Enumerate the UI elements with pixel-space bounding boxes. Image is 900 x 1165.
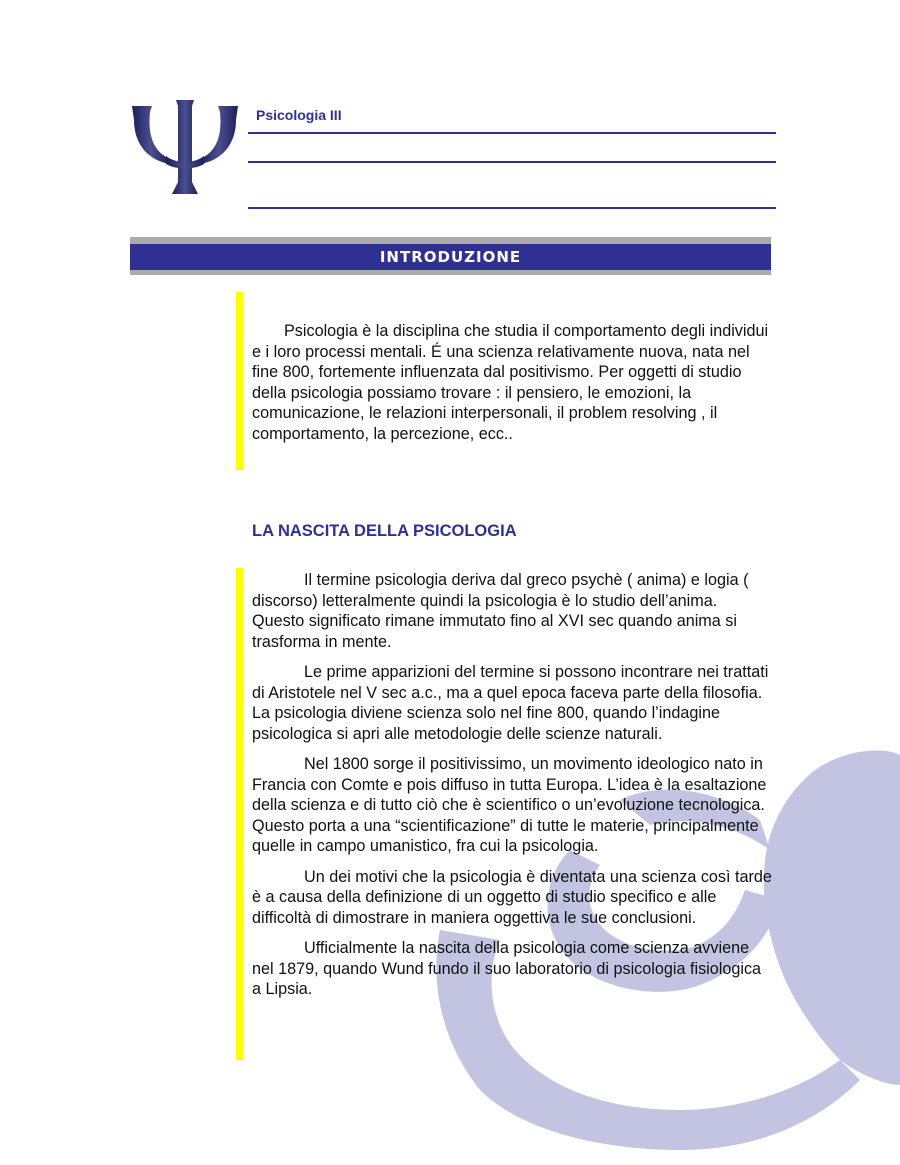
paragraph: Un dei motivi che la psicologia è diventata una scienza così tarde è a causa della definizione di un oggetto di studio specifico e alle difficoltà di dimostrare in maniera oggettiva le sue conclusioni.	[252, 867, 772, 927]
banner-bottom-border	[130, 270, 771, 275]
intro-text	[252, 321, 772, 444]
paragraph: Le prime apparizioni del termine si possono incontrare nei trattati di Aristotele nel V sec a.c., ma a quel epoca faceva parte della filosofia. La psicologia diviene scienza solo nel fine 800, quando l’indagine psicologica si apri alle metodologie delle scienze naturali.	[252, 663, 769, 743]
header-rule-1	[248, 132, 776, 134]
psi-logo-icon	[128, 98, 242, 200]
header-rule-2	[248, 161, 776, 163]
document-title: Psicologia III	[256, 107, 342, 123]
section-banner: INTRODUZIONE	[130, 244, 771, 270]
paragraph: Ufficialmente la nascita della psicologia come scienza avviene nel 1879, quando Wund fundo il suo laboratorio di psicologia fisiologica a Lipsia.	[252, 939, 762, 998]
paragraph: Nel 1800 sorge il positivissimo, un movimento ideologico nato in Francia con Comte e pois diffuso in tutta Europa. L’idea è la esaltazione della scienza e di tutto ciò che è scientifico o un’evoluzione tecnologica. Questo porta a una “scientificazione” di tutte le materie, principalmente quelle in campo umanistico, fra cui la psicologia.	[252, 755, 767, 855]
header-rule-3	[248, 207, 776, 209]
paragraph: Il termine psicologia deriva dal greco psychè ( anima) e logia ( discorso) letteralmente quindi la psicologia è lo studio dell’anima. Questo significato rimane immutato fino al XVI sec quando anima si trasforma in mente.	[252, 571, 749, 651]
intro-paragraph: Psicologia è la disciplina che studia il comportamento degli individui e i loro processi mentali. É una scienza relativamente nuova, nata nel fine 800, fortemente influenzata dal positivismo. Per oggetti di studio della psicologia possiamo trovare : il pensiero, le emozioni, la comunicazione, le relazioni interpersonali, il problem resolving , il comportamento, la percezione, ecc..	[252, 322, 769, 443]
section-heading: LA NASCITA DELLA PSICOLOGIA	[252, 522, 517, 540]
section-text	[252, 570, 772, 1010]
section-highlight-bar	[236, 568, 243, 1060]
intro-highlight-bar	[236, 292, 243, 470]
